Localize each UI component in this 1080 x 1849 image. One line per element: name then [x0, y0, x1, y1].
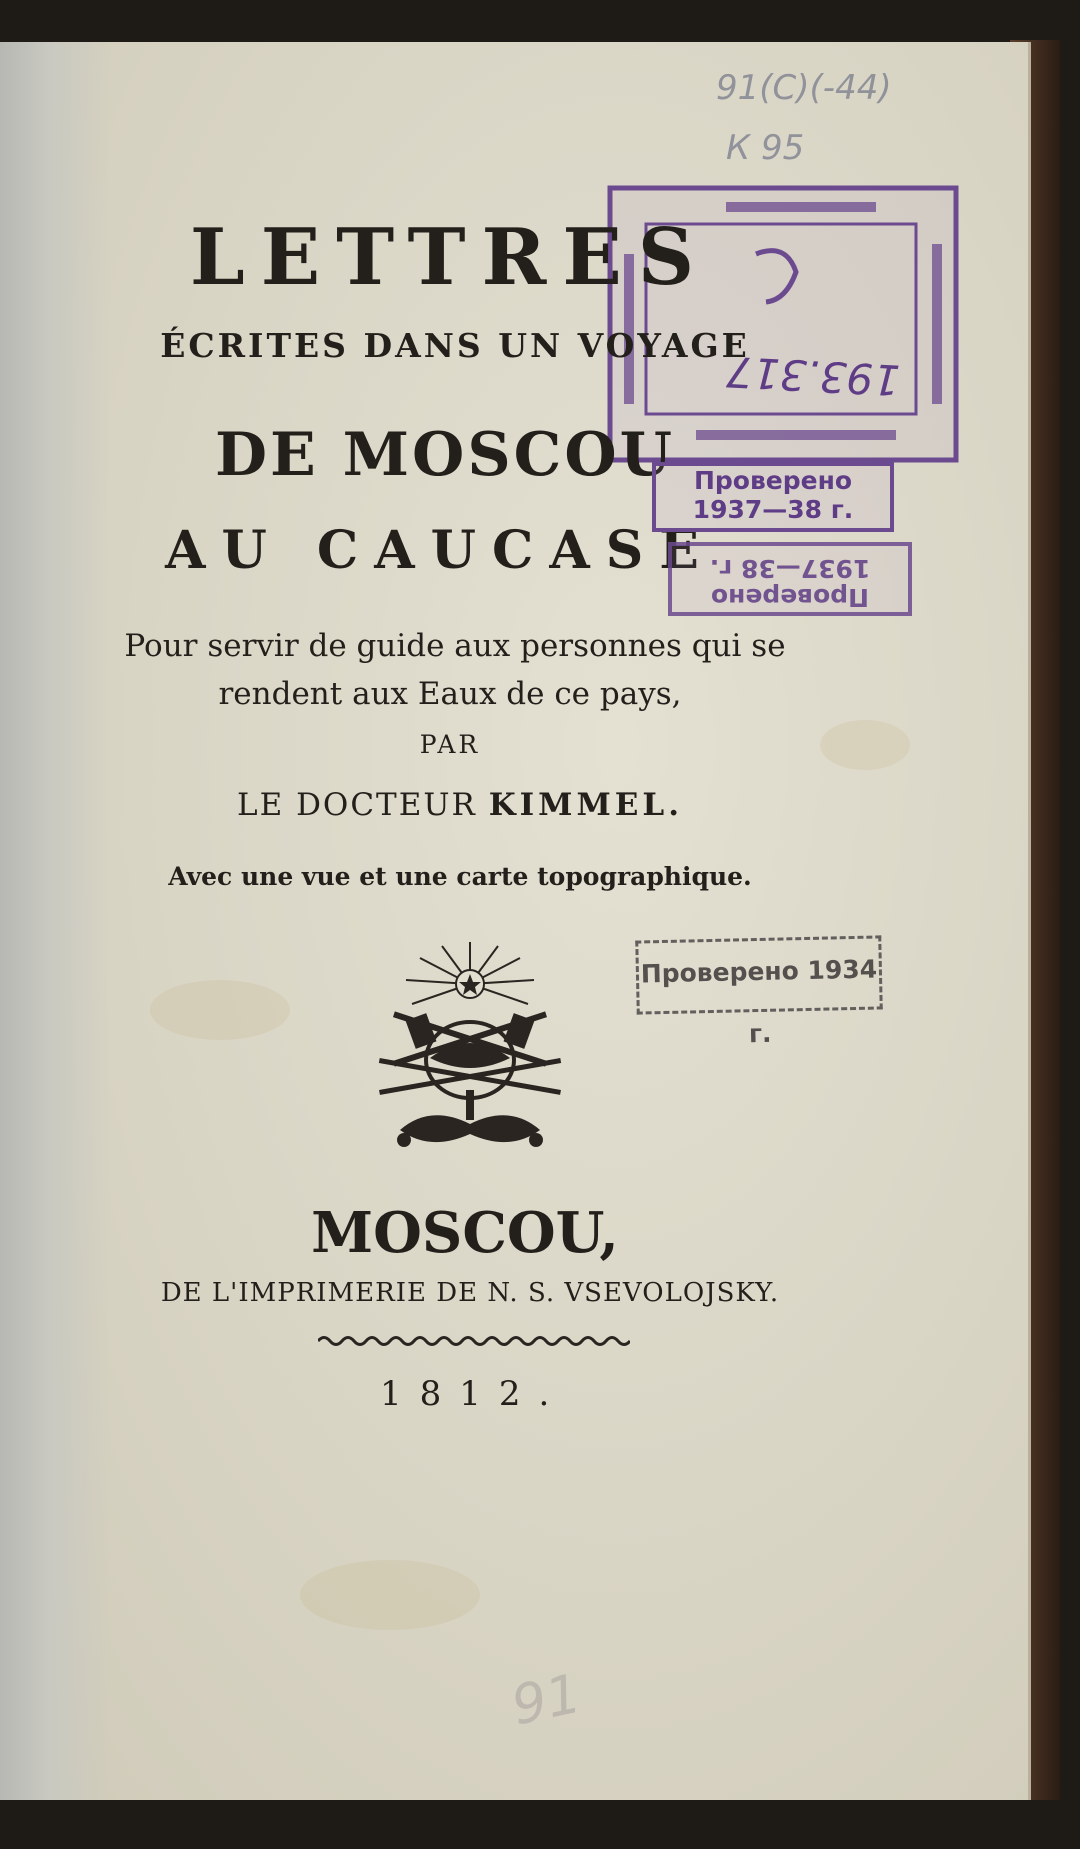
stamp-checked-1934: Проверено 1934 г.: [635, 935, 882, 1014]
title-lettres: LETTRES: [189, 212, 711, 303]
imprint-printer: DE L'IMPRIMERIE DE N. S. VSEVOLOJSKY.: [160, 1278, 780, 1308]
stamp-checked-years: 1937—38 г.: [692, 495, 854, 524]
title-de-moscou: DE MOSCOU: [214, 420, 675, 490]
byline-par: PAR: [419, 730, 481, 759]
shelfmark-handwritten: 91(С)(-44): [716, 68, 892, 108]
printers-device-icon: [370, 940, 570, 1160]
stamp-checked-1937: [652, 462, 894, 532]
title-ecrites: ÉCRITES DANS UN VOYAGE: [160, 326, 750, 365]
foxing-spot: [820, 720, 910, 770]
imprint-city: MOSCOU,: [311, 1200, 619, 1266]
title-au-caucase: AU CAUCASE: [165, 520, 715, 581]
illustrations-note: Avec une vue et une carte topographique.: [168, 862, 752, 891]
subtitle-line-2: rendent aux Eaux de ce pays,: [218, 676, 682, 712]
stamp-checked-label: Проверено: [693, 466, 853, 495]
author-prefix: LE DOCTEUR: [237, 787, 477, 823]
author-name: KIMMEL.: [488, 787, 683, 823]
shelfmark-handwritten: К 95: [726, 128, 805, 168]
stamp-checked-years: 1937—38 г.: [709, 554, 871, 583]
foxing-spot: [150, 980, 290, 1040]
library-stamp-number: 193.317: [725, 346, 902, 405]
ornamental-rule-icon: [318, 1334, 630, 1348]
author-line: [200, 787, 720, 823]
stamp-checked-label: Проверено: [710, 583, 870, 612]
pencil-mark: 91: [506, 1661, 587, 1738]
subtitle-line-1: Pour servir de guide aux personnes qui se: [124, 628, 786, 664]
stamp-checked-inverted: [668, 542, 912, 616]
imprint-year: 1812.: [380, 1374, 568, 1414]
foxing-spot: [300, 1560, 480, 1630]
page-gutter-shadow: [0, 42, 110, 1800]
